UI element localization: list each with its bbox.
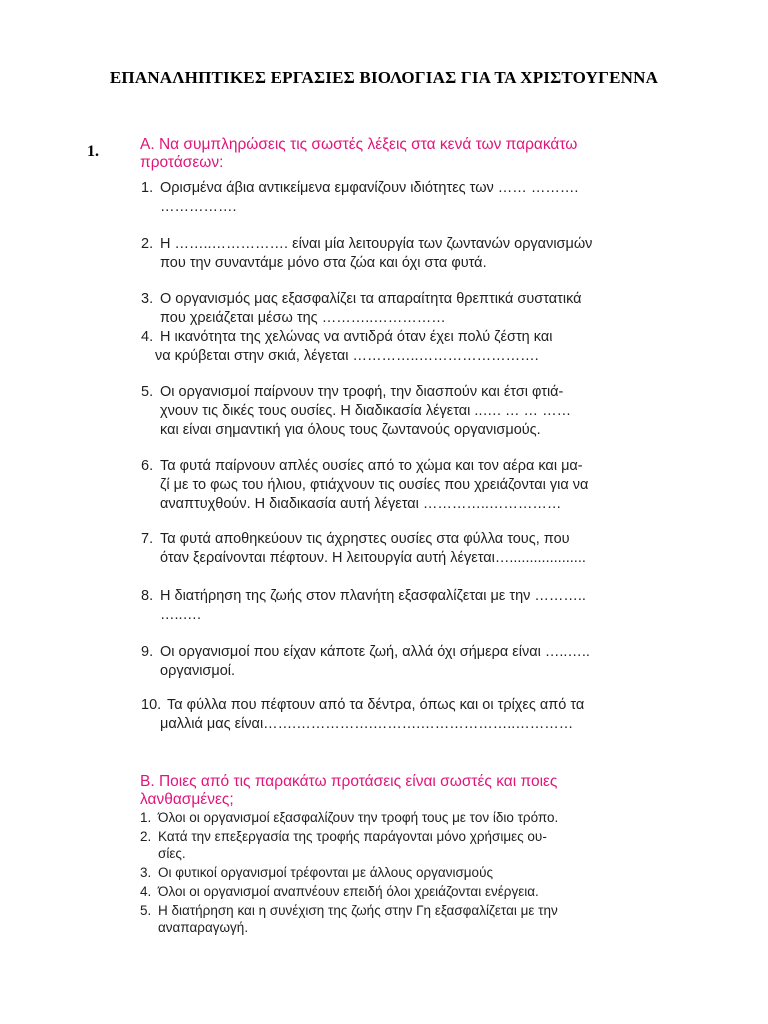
item-line: ……………. [160, 199, 237, 215]
item-number: 5. [141, 384, 154, 400]
item-number: 5. [140, 903, 152, 918]
item-line: αναπαραγωγή. [158, 920, 249, 935]
item-line: χνουν τις δικές τους ουσίες. Η διαδικασία λέγεται ..…. … … …… [160, 403, 572, 419]
section-a-item-3 [141, 290, 582, 328]
section-a-item-2 [141, 235, 592, 273]
section-b-heading-line1: Β. Ποιες από τις παρακάτω προτάσεις είναι σωστές και ποιες [140, 773, 558, 790]
item-number: 1. [141, 180, 154, 196]
section-b-heading-line2 [140, 791, 557, 809]
item-line: όταν ξεραίνονται πέφτουν. Η λειτουργία αυτή λέγεται…................... [160, 550, 586, 566]
item-number: 7. [141, 531, 154, 547]
item-number: 3. [140, 865, 152, 880]
item-line: Η διατήρηση της ζωής στον πλανήτη εξασφαλίζεται με την ……….. [160, 588, 586, 604]
item-line: Όλοι οι οργανισμοί εξασφαλίζουν την τροφή τους με τον ίδιο τρόπο. [158, 810, 559, 825]
item-line: Η διατήρηση και η συνέχιση της ζωής στην Γη εξασφαλίζεται με την [158, 903, 558, 918]
item-line: Οι οργανισμοί που είχαν κάποτε ζωή, αλλά όχι σήμερα είναι …..….. [160, 644, 590, 660]
item-line: οργανισμοί. [160, 663, 236, 679]
section-b-item-4 [140, 883, 539, 900]
section-a-heading-line1: Α. Να συμπληρώσεις τις σωστές λέξεις στα κενά των παρακάτω [140, 136, 578, 153]
item-number: 4. [140, 884, 152, 899]
item-line: Τα φύλλα που πέφτουν από τα δέντρα, όπως και οι τρίχες από τα [167, 697, 585, 713]
section-b-heading-line2-text: λανθασμένες; [140, 791, 234, 808]
item-line: αναπτυχθούν. Η διαδικασία αυτή λέγεται …………..…………… [160, 496, 562, 512]
item-line: ζί με το φως του ήλιου, φτιάχνουν τις ουσίες που χρειάζονται για να [160, 477, 589, 493]
section-b-item-3 [140, 864, 493, 881]
section-a-item-5 [141, 383, 571, 440]
item-line: Η ……..……………. είναι μία λειτουργία των ζωντανών οργανισμών [160, 236, 593, 252]
item-line: Ο οργανισμός μας εξασφαλίζει τα απαραίτητα θρεπτικά συστατικά [160, 291, 582, 307]
item-number: 6. [141, 458, 154, 474]
section-a-item-7 [141, 530, 586, 568]
item-line: Τα φυτά αποθηκεύουν τις άχρηστες ουσίες στα φύλλα τους, που [160, 531, 570, 547]
item-line: Κατά την επεξεργασία της τροφής παράγονται μόνο χρήσιμες ου- [158, 829, 547, 844]
item-number: 2. [141, 236, 154, 252]
item-line: να κρύβεται στην σκιά, λέγεται …………..……………………. [155, 348, 539, 364]
section-b-item-1 [140, 809, 558, 826]
section-b-heading [140, 773, 557, 809]
section-a-item-10 [141, 696, 584, 734]
section-a-heading [140, 136, 577, 172]
item-line: μαλλιά μας είναι…….…………….……….………………..………… [160, 716, 574, 732]
section-a-item-6 [141, 457, 588, 514]
item-line: Οι οργανισμοί παίρνουν την τροφή, την διασπούν και έτσι φτιά- [160, 384, 564, 400]
question-number: 1. [87, 143, 99, 160]
document-title: ΕΠΑΝΑΛΗΠΤΙΚΕΣ ΕΡΓΑΣΙΕΣ ΒΙΟΛΟΓΙΑΣ ΓΙΑ ΤΑ ΧΡΙΣΤΟΥΓΕΝΝΑ [109, 68, 659, 87]
item-line: και είναι σημαντική για όλους τους ζωντανούς οργανισμούς. [160, 422, 541, 438]
section-b-item-5 [140, 902, 558, 936]
item-line: Οι φυτικοί οργανισμοί τρέφονται με άλλους οργανισμούς [158, 865, 493, 880]
item-number: 3. [141, 291, 154, 307]
item-number: 9. [141, 644, 154, 660]
item-line: …..…. [160, 607, 202, 623]
section-a-heading-line2 [140, 154, 577, 172]
section-a-heading-line2-text: προτάσεων: [140, 154, 224, 171]
item-number: 4. [141, 329, 154, 345]
item-line: Όλοι οι οργανισμοί αναπνέουν επειδή όλοι χρειάζονται ενέργεια. [158, 884, 539, 899]
item-number: 8. [141, 588, 154, 604]
item-number: 2. [140, 829, 152, 844]
item-line: που χρειάζεται μέσω της ………..…………… [160, 310, 446, 326]
item-number: 1. [140, 810, 152, 825]
section-a-item-8 [141, 587, 586, 625]
section-a-item-1 [141, 179, 578, 217]
item-line: Ορισμένα άβια αντικείμενα εμφανίζουν ιδιότητες των …… ………. [160, 180, 579, 196]
item-line: Τα φυτά παίρνουν απλές ουσίες από το χώμα και τον αέρα και μα- [160, 458, 583, 474]
item-line: σίες. [158, 846, 186, 861]
section-a-item-9 [141, 643, 590, 681]
item-number: 10. [141, 697, 162, 713]
section-a-item-4 [141, 328, 552, 366]
item-line: που την συναντάμε μόνο στα ζώα και όχι στα φυτά. [160, 255, 487, 271]
section-b-item-2 [140, 828, 547, 862]
item-line: Η ικανότητα της χελώνας να αντιδρά όταν έχει πολύ ζέστη και [160, 329, 553, 345]
